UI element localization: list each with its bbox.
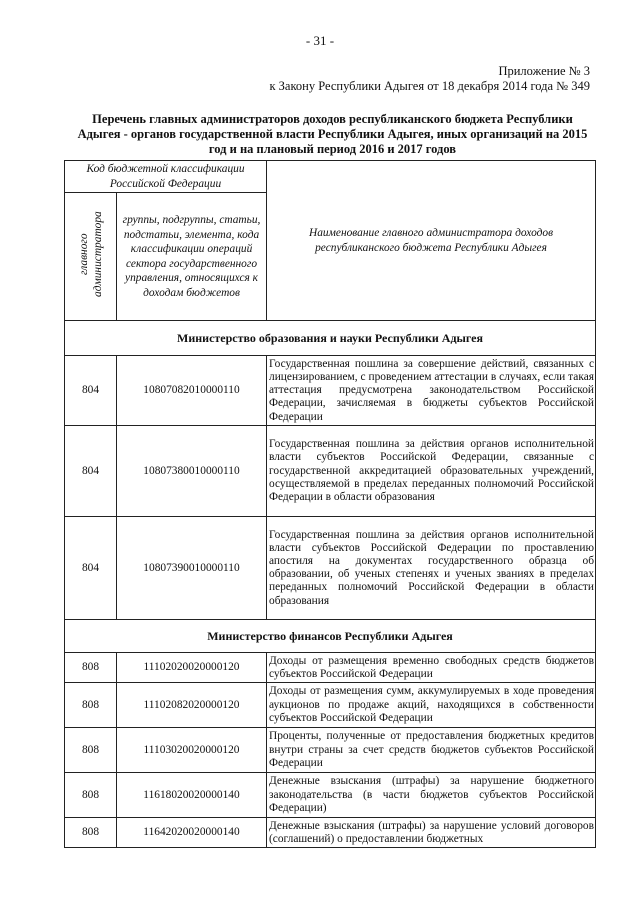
document-title [70, 112, 595, 157]
revenue-name-cell: Государственная пошлина за действия органов исполнительной власти субъектов Российской Федерации по проставлению апостиля на документах государственного образца об образовании, об ученых степенях и ученых званиях в пределах переданных полномочий Российской Федерации в области образования [267, 517, 596, 620]
admin-code-cell: 808 [65, 653, 117, 683]
header-admin-column [65, 193, 117, 321]
table-row [65, 773, 596, 818]
budget-code-cell: 10807390010000110 [117, 517, 267, 620]
admin-code-cell: 808 [65, 818, 117, 848]
header-row-top [65, 161, 596, 193]
header-code-column: группы, подгруппы, статьи, подстатьи, элемента, кода классификации операций сектора государственного управления, относящихся к доходам бюджетов [117, 193, 267, 321]
appendix-line-2: к Закону Республики Адыгея от 18 декабря 2014 года № 349 [269, 79, 590, 93]
budget-code-cell: 10807082010000110 [117, 356, 267, 426]
budget-code-cell: 11618020020000140 [117, 773, 267, 818]
budget-code-cell: 11103020020000120 [117, 728, 267, 773]
table-row [65, 356, 596, 426]
administrators-table [64, 160, 596, 848]
revenue-name-cell: Денежные взыскания (штрафы) за нарушение условий договоров (соглашений) о предоставлении бюджетных [267, 818, 596, 848]
revenue-name-cell: Государственная пошлина за действия органов исполнительной власти субъектов Российской Федерации, связанные с государственной аккредитацией образовательных учреждений, осуществляемой в пределах переданных полномочий Российской Федерации в области образования [267, 426, 596, 517]
table-row [65, 653, 596, 683]
title-line-1: Перечень главных администраторов доходов республиканского бюджета Республики [92, 112, 573, 126]
header-name-column: Наименование главного администратора доходов республиканского бюджета Республики Адыгея [267, 161, 596, 321]
revenue-name-cell: Проценты, полученные от предоставления бюджетных кредитов внутри страны за счет средств бюджетов субъектов Российской Федерации [267, 728, 596, 773]
table-row [65, 426, 596, 517]
revenue-name-cell: Доходы от размещения временно свободных средств бюджетов субъектов Российской Федерации [267, 653, 596, 683]
section-title: Министерство образования и науки Республики Адыгея [65, 321, 596, 356]
table-row [65, 517, 596, 620]
admin-code-cell: 808 [65, 683, 117, 728]
page-number: - 31 - [305, 33, 335, 48]
budget-code-cell: 11102082020000120 [117, 683, 267, 728]
table-row [65, 683, 596, 728]
appendix-reference [269, 64, 590, 94]
budget-code-cell: 11642020020000140 [117, 818, 267, 848]
header-budget-code: Код бюджетной классификации Российской Федерации [65, 161, 267, 193]
revenue-name-cell: Денежные взыскания (штрафы) за нарушение бюджетного законодательства (в части бюджетов субъектов Российской Федерации) [267, 773, 596, 818]
section-title: Министерство финансов Республики Адыгея [65, 620, 596, 653]
table-row [65, 818, 596, 848]
title-line-3: год и на плановый период 2016 и 2017 годов [208, 142, 457, 156]
revenue-name-cell: Доходы от размещения сумм, аккумулируемых в ходе проведения аукционов по продаже акций, находящихся в собственности субъектов Российской Федерации [267, 683, 596, 728]
revenue-name-cell: Государственная пошлина за совершение действий, связанных с лицензированием, с проведением аттестации в случаях, если такая аттестация предусмотрена законодательством Российской Федерации, зачисляемая в бюджеты субъектов Российской Федерации [267, 356, 596, 426]
title-line-2: Адыгея - органов государственной власти Республики Адыгея, иных организаций на 2015 [77, 127, 588, 141]
appendix-line-1: Приложение № 3 [498, 64, 590, 78]
section-row [65, 620, 596, 653]
admin-code-cell: 808 [65, 728, 117, 773]
admin-code-cell: 808 [65, 773, 117, 818]
table-row [65, 728, 596, 773]
admin-code-cell: 804 [65, 426, 117, 517]
section-row [65, 321, 596, 356]
admin-code-cell: 804 [65, 356, 117, 426]
budget-code-cell: 10807380010000110 [117, 426, 267, 517]
admin-code-cell: 804 [65, 517, 117, 620]
header-admin-label: главного администратора [77, 211, 104, 298]
budget-code-cell: 11102020020000120 [117, 653, 267, 683]
